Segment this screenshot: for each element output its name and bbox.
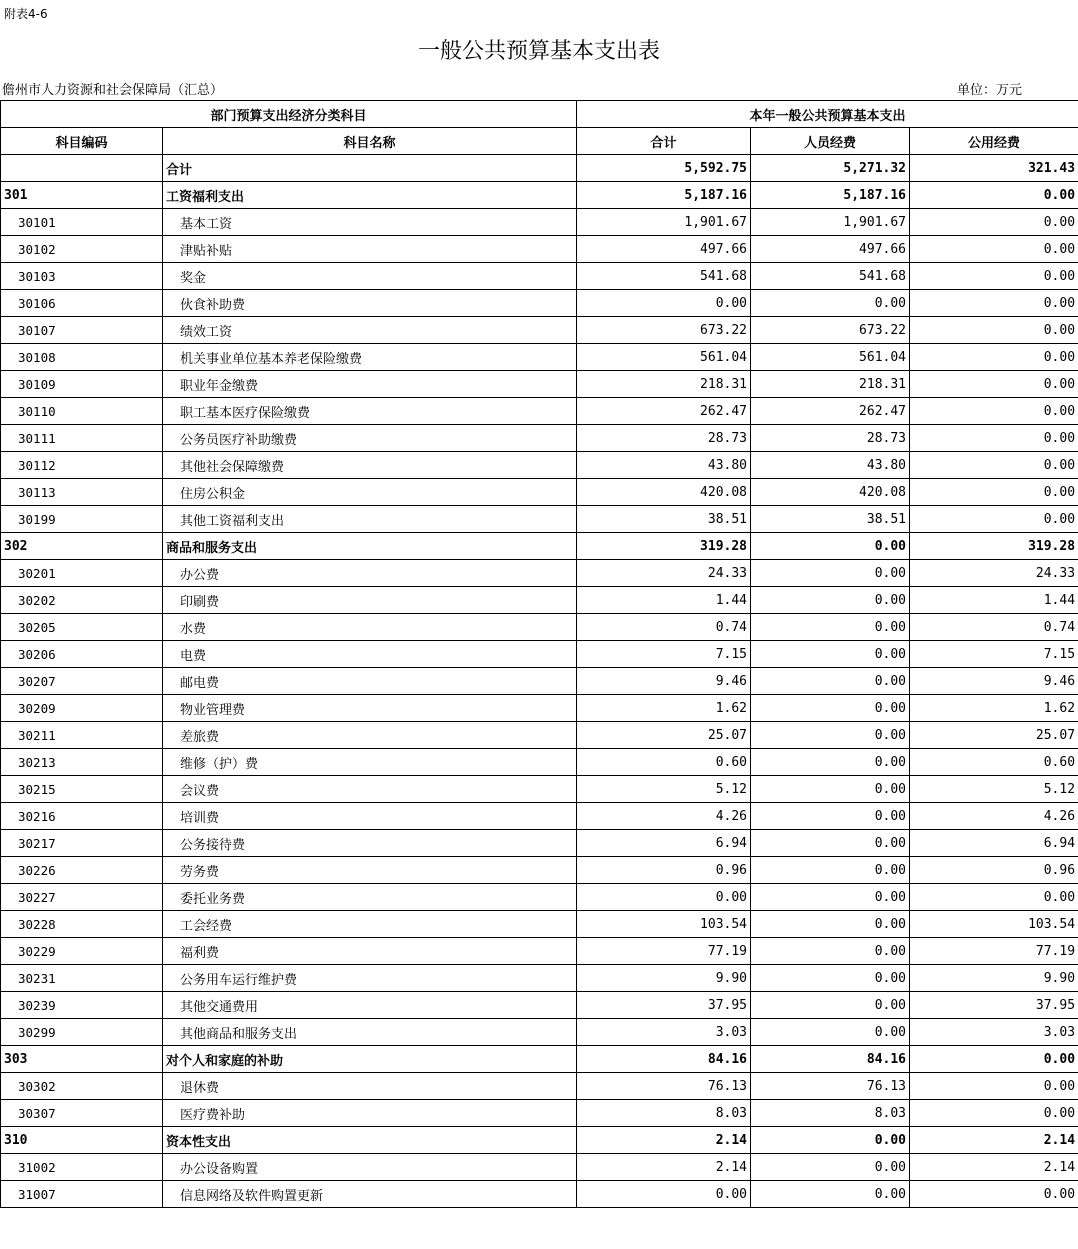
row-public: 0.00 [910, 1046, 1078, 1073]
page-title: 一般公共预算基本支出表 [417, 39, 660, 64]
row-personnel: 541.68 [751, 263, 910, 290]
row-personnel: 0.00 [751, 776, 910, 803]
row-code: 30108 [1, 344, 163, 371]
row-name: 劳务费 [163, 857, 577, 884]
department-label: 儋州市人力资源和社会保障局（汇总） [2, 83, 224, 98]
row-personnel: 262.47 [751, 398, 910, 425]
row-public: 7.15 [910, 641, 1078, 668]
row-public: 0.00 [910, 344, 1078, 371]
row-code: 30307 [1, 1100, 163, 1127]
table-row [1, 992, 1078, 1019]
row-name: 印刷费 [163, 587, 577, 614]
row-total: 673.22 [577, 317, 751, 344]
row-name: 职工基本医疗保险缴费 [163, 398, 577, 425]
table-row [1, 398, 1078, 425]
table-row [1, 884, 1078, 911]
row-public: 0.00 [910, 1181, 1078, 1208]
row-code: 30229 [1, 938, 163, 965]
row-public: 0.00 [910, 236, 1078, 263]
row-total: 0.00 [577, 884, 751, 911]
table-row [1, 317, 1078, 344]
unit-label: 单位：万元 [957, 83, 1023, 98]
row-personnel: 8.03 [751, 1100, 910, 1127]
row-code: 30217 [1, 830, 163, 857]
row-total: 3.03 [577, 1019, 751, 1046]
row-public: 0.74 [910, 614, 1078, 641]
row-name: 绩效工资 [163, 317, 577, 344]
row-public: 0.00 [910, 182, 1078, 209]
row-personnel: 0.00 [751, 290, 910, 317]
table-row [1, 290, 1078, 317]
row-code: 30111 [1, 425, 163, 452]
row-code: 30227 [1, 884, 163, 911]
row-public: 0.00 [910, 209, 1078, 236]
row-personnel: 0.00 [751, 641, 910, 668]
row-name: 其他工资福利支出 [163, 506, 577, 533]
row-total: 420.08 [577, 479, 751, 506]
row-name: 津贴补贴 [163, 236, 577, 263]
row-public: 2.14 [910, 1127, 1078, 1154]
row-public: 2.14 [910, 1154, 1078, 1181]
table-row [1, 479, 1078, 506]
row-total: 76.13 [577, 1073, 751, 1100]
row-total: 541.68 [577, 263, 751, 290]
row-name: 委托业务费 [163, 884, 577, 911]
row-name: 基本工资 [163, 209, 577, 236]
row-public: 0.00 [910, 479, 1078, 506]
row-personnel: 0.00 [751, 965, 910, 992]
row-public: 24.33 [910, 560, 1078, 587]
table-row [1, 857, 1078, 884]
row-total: 497.66 [577, 236, 751, 263]
row-public: 9.90 [910, 965, 1078, 992]
row-public: 3.03 [910, 1019, 1078, 1046]
row-code: 30215 [1, 776, 163, 803]
row-public: 5.12 [910, 776, 1078, 803]
row-public: 0.00 [910, 398, 1078, 425]
row-total: 38.51 [577, 506, 751, 533]
row-public: 1.44 [910, 587, 1078, 614]
row-personnel: 218.31 [751, 371, 910, 398]
row-total: 0.60 [577, 749, 751, 776]
row-code: 30211 [1, 722, 163, 749]
row-total: 9.90 [577, 965, 751, 992]
header-group-classification: 部门预算支出经济分类科目 [1, 101, 577, 128]
row-total: 0.00 [577, 290, 751, 317]
table-row [1, 344, 1078, 371]
table-row [1, 560, 1078, 587]
row-public: 0.00 [910, 263, 1078, 290]
row-public: 6.94 [910, 830, 1078, 857]
row-code: 310 [1, 1127, 163, 1154]
row-public: 0.00 [910, 1100, 1078, 1127]
table-row [1, 965, 1078, 992]
table-row [1, 722, 1078, 749]
row-total: 1.44 [577, 587, 751, 614]
row-code: 30209 [1, 695, 163, 722]
row-personnel: 0.00 [751, 803, 910, 830]
row-public: 0.60 [910, 749, 1078, 776]
row-personnel: 84.16 [751, 1046, 910, 1073]
row-code: 30226 [1, 857, 163, 884]
table-row [1, 614, 1078, 641]
row-public: 0.00 [910, 884, 1078, 911]
row-total: 7.15 [577, 641, 751, 668]
row-total: 1.62 [577, 695, 751, 722]
row-name: 奖金 [163, 263, 577, 290]
row-code: 30206 [1, 641, 163, 668]
row-total: 319.28 [577, 533, 751, 560]
table-row [1, 776, 1078, 803]
table-row [1, 695, 1078, 722]
row-public: 37.95 [910, 992, 1078, 1019]
row-code: 30102 [1, 236, 163, 263]
row-code: 30101 [1, 209, 163, 236]
row-code: 30113 [1, 479, 163, 506]
table-row [1, 1154, 1078, 1181]
row-public: 0.00 [910, 1073, 1078, 1100]
row-name: 机关事业单位基本养老保险缴费 [163, 344, 577, 371]
row-public: 0.00 [910, 425, 1078, 452]
row-total: 2.14 [577, 1127, 751, 1154]
row-name: 公务员医疗补助缴费 [163, 425, 577, 452]
header-code: 科目编码 [1, 128, 163, 155]
row-name: 工会经费 [163, 911, 577, 938]
row-public: 0.00 [910, 452, 1078, 479]
row-personnel: 0.00 [751, 533, 910, 560]
row-total: 5.12 [577, 776, 751, 803]
row-total: 4.26 [577, 803, 751, 830]
row-code: 31002 [1, 1154, 163, 1181]
row-code: 302 [1, 533, 163, 560]
table-row [1, 263, 1078, 290]
row-name: 商品和服务支出 [163, 533, 577, 560]
row-name: 职业年金缴费 [163, 371, 577, 398]
table-row [1, 452, 1078, 479]
row-personnel: 0.00 [751, 695, 910, 722]
table-row [1, 182, 1078, 209]
row-public: 9.46 [910, 668, 1078, 695]
row-name: 办公费 [163, 560, 577, 587]
table-row [1, 425, 1078, 452]
row-name: 会议费 [163, 776, 577, 803]
row-public: 0.96 [910, 857, 1078, 884]
annex-label: 附表4-6 [4, 7, 48, 21]
row-personnel: 0.00 [751, 830, 910, 857]
budget-table [0, 100, 1078, 1208]
row-public: 4.26 [910, 803, 1078, 830]
header-name: 科目名称 [163, 128, 577, 155]
row-personnel: 0.00 [751, 911, 910, 938]
row-name: 工资福利支出 [163, 182, 577, 209]
row-name: 差旅费 [163, 722, 577, 749]
row-total: 2.14 [577, 1154, 751, 1181]
row-total: 37.95 [577, 992, 751, 1019]
row-personnel: 0.00 [751, 992, 910, 1019]
row-name: 其他交通费用 [163, 992, 577, 1019]
row-public: 0.00 [910, 506, 1078, 533]
table-row [1, 803, 1078, 830]
row-name: 物业管理费 [163, 695, 577, 722]
row-name: 对个人和家庭的补助 [163, 1046, 577, 1073]
row-name: 电费 [163, 641, 577, 668]
table-row [1, 587, 1078, 614]
row-personnel: 0.00 [751, 857, 910, 884]
row-public: 321.43 [910, 155, 1078, 182]
header-column-row [1, 128, 1078, 155]
row-personnel: 76.13 [751, 1073, 910, 1100]
row-code: 30216 [1, 803, 163, 830]
row-name: 培训费 [163, 803, 577, 830]
row-total: 103.54 [577, 911, 751, 938]
table-row [1, 641, 1078, 668]
row-name: 医疗费补助 [163, 1100, 577, 1127]
row-code: 30109 [1, 371, 163, 398]
row-code: 30299 [1, 1019, 163, 1046]
row-public: 0.00 [910, 317, 1078, 344]
row-code: 30207 [1, 668, 163, 695]
row-total: 9.46 [577, 668, 751, 695]
row-personnel: 0.00 [751, 1127, 910, 1154]
row-personnel: 0.00 [751, 938, 910, 965]
row-personnel: 497.66 [751, 236, 910, 263]
row-name: 其他社会保障缴费 [163, 452, 577, 479]
row-total: 5,592.75 [577, 155, 751, 182]
table-row [1, 911, 1078, 938]
header-public: 公用经费 [910, 128, 1078, 155]
row-personnel: 1,901.67 [751, 209, 910, 236]
row-public: 0.00 [910, 290, 1078, 317]
table-row [1, 506, 1078, 533]
row-code [1, 155, 163, 182]
row-total: 0.96 [577, 857, 751, 884]
row-code: 30110 [1, 398, 163, 425]
row-personnel: 0.00 [751, 1181, 910, 1208]
row-personnel: 0.00 [751, 1154, 910, 1181]
row-personnel: 5,271.32 [751, 155, 910, 182]
row-personnel: 0.00 [751, 587, 910, 614]
header-group-row [1, 101, 1078, 128]
row-personnel: 0.00 [751, 884, 910, 911]
row-code: 30112 [1, 452, 163, 479]
row-public: 1.62 [910, 695, 1078, 722]
row-total: 84.16 [577, 1046, 751, 1073]
row-name: 办公设备购置 [163, 1154, 577, 1181]
row-personnel: 0.00 [751, 560, 910, 587]
row-code: 303 [1, 1046, 163, 1073]
row-personnel: 38.51 [751, 506, 910, 533]
row-name: 信息网络及软件购置更新 [163, 1181, 577, 1208]
row-name: 合计 [163, 155, 577, 182]
row-total: 218.31 [577, 371, 751, 398]
budget-table-body [1, 101, 1078, 1208]
row-personnel: 561.04 [751, 344, 910, 371]
table-row [1, 1127, 1078, 1154]
row-public: 103.54 [910, 911, 1078, 938]
row-personnel: 43.80 [751, 452, 910, 479]
row-personnel: 5,187.16 [751, 182, 910, 209]
table-row [1, 209, 1078, 236]
header-total: 合计 [577, 128, 751, 155]
row-code: 30239 [1, 992, 163, 1019]
row-code: 30228 [1, 911, 163, 938]
table-row [1, 749, 1078, 776]
row-public: 319.28 [910, 533, 1078, 560]
table-row [1, 1181, 1078, 1208]
table-row [1, 668, 1078, 695]
row-personnel: 0.00 [751, 614, 910, 641]
row-code: 30205 [1, 614, 163, 641]
row-personnel: 0.00 [751, 749, 910, 776]
row-code: 301 [1, 182, 163, 209]
row-total: 561.04 [577, 344, 751, 371]
row-total: 5,187.16 [577, 182, 751, 209]
row-total: 24.33 [577, 560, 751, 587]
row-personnel: 0.00 [751, 722, 910, 749]
row-total: 0.74 [577, 614, 751, 641]
row-code: 30199 [1, 506, 163, 533]
table-row [1, 236, 1078, 263]
row-name: 公务用车运行维护费 [163, 965, 577, 992]
table-row [1, 1100, 1078, 1127]
row-code: 31007 [1, 1181, 163, 1208]
row-total: 0.00 [577, 1181, 751, 1208]
row-total: 6.94 [577, 830, 751, 857]
row-name: 水费 [163, 614, 577, 641]
table-row [1, 155, 1078, 182]
row-total: 77.19 [577, 938, 751, 965]
table-row [1, 830, 1078, 857]
table-row [1, 1019, 1078, 1046]
table-row [1, 1073, 1078, 1100]
row-public: 0.00 [910, 371, 1078, 398]
row-public: 25.07 [910, 722, 1078, 749]
row-name: 公务接待费 [163, 830, 577, 857]
row-total: 8.03 [577, 1100, 751, 1127]
row-total: 28.73 [577, 425, 751, 452]
row-public: 77.19 [910, 938, 1078, 965]
row-name: 退休费 [163, 1073, 577, 1100]
row-total: 43.80 [577, 452, 751, 479]
table-row [1, 371, 1078, 398]
row-total: 25.07 [577, 722, 751, 749]
row-code: 30201 [1, 560, 163, 587]
row-name: 资本性支出 [163, 1127, 577, 1154]
row-personnel: 28.73 [751, 425, 910, 452]
row-code: 30302 [1, 1073, 163, 1100]
row-code: 30106 [1, 290, 163, 317]
row-personnel: 0.00 [751, 668, 910, 695]
table-row [1, 1046, 1078, 1073]
row-code: 30202 [1, 587, 163, 614]
row-personnel: 673.22 [751, 317, 910, 344]
row-name: 维修（护）费 [163, 749, 577, 776]
row-name: 邮电费 [163, 668, 577, 695]
table-row [1, 533, 1078, 560]
row-code: 30107 [1, 317, 163, 344]
row-code: 30103 [1, 263, 163, 290]
header-personnel: 人员经费 [751, 128, 910, 155]
row-personnel: 420.08 [751, 479, 910, 506]
row-total: 1,901.67 [577, 209, 751, 236]
row-name: 伙食补助费 [163, 290, 577, 317]
row-code: 30213 [1, 749, 163, 776]
row-name: 福利费 [163, 938, 577, 965]
header-group-basic-expenditure: 本年一般公共预算基本支出 [577, 101, 1078, 128]
row-personnel: 0.00 [751, 1019, 910, 1046]
row-name: 住房公积金 [163, 479, 577, 506]
table-row [1, 938, 1078, 965]
row-name: 其他商品和服务支出 [163, 1019, 577, 1046]
row-total: 262.47 [577, 398, 751, 425]
row-code: 30231 [1, 965, 163, 992]
